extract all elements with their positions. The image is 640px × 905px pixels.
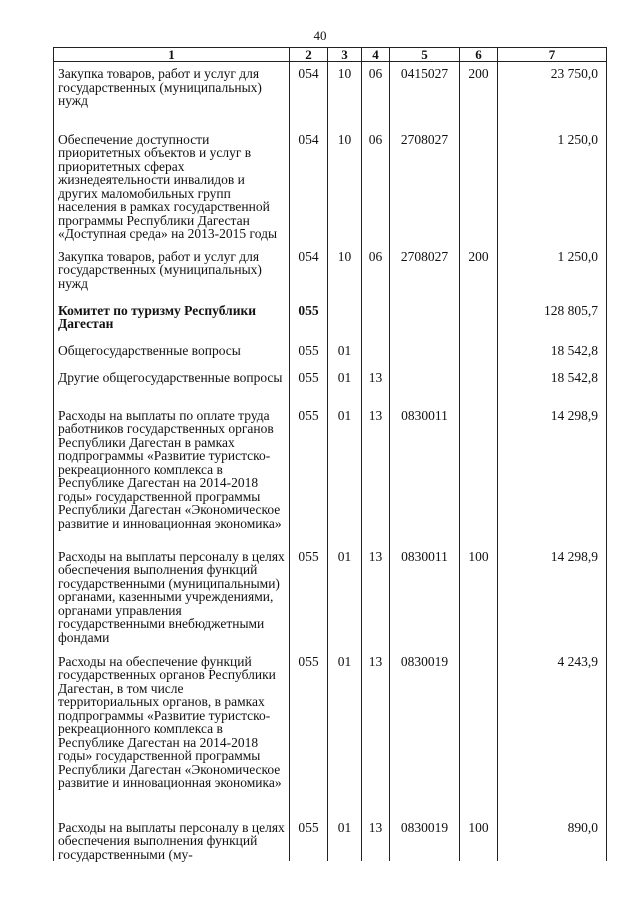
row-c4: 06 <box>362 245 390 299</box>
column-header: 5 <box>390 48 460 62</box>
row-c4: 06 <box>362 62 390 128</box>
table-row <box>54 62 607 128</box>
table-row <box>54 339 607 366</box>
row-c4: 13 <box>362 650 390 816</box>
column-header: 1 <box>54 48 290 62</box>
row-c6 <box>460 128 498 245</box>
row-amount: 1 250,0 <box>498 245 607 299</box>
row-c3: 01 <box>328 816 362 862</box>
row-name: Закупка товаров, работ и услуг для государственных (муниципальных) нужд <box>54 62 290 128</box>
table-row <box>54 816 607 862</box>
row-amount: 1 250,0 <box>498 128 607 245</box>
row-name: Комитет по туризму Республики Дагестан <box>54 299 290 339</box>
row-c4: 13 <box>362 404 390 545</box>
header-row <box>54 48 607 62</box>
row-c3: 10 <box>328 128 362 245</box>
row-c2: 055 <box>290 404 328 545</box>
table-row <box>54 245 607 299</box>
row-c5: 0415027 <box>390 62 460 128</box>
row-c5 <box>390 299 460 339</box>
row-name: Расходы на обеспечение функций государственных органов Республики Дагестан, в том числе территориальных органов, в рамках подпрограммы «Развитие туристско-рекреационного комплекса в Республике Дагестан на 2014-2018 годы» государственной программы Республики Дагестан «Экономическое развитие и инновационная экономика» <box>54 650 290 816</box>
column-header: 6 <box>460 48 498 62</box>
row-c6: 200 <box>460 62 498 128</box>
row-c2: 054 <box>290 245 328 299</box>
row-c3: 01 <box>328 650 362 816</box>
row-c6: 100 <box>460 816 498 862</box>
row-c2: 055 <box>290 299 328 339</box>
row-c3: 10 <box>328 62 362 128</box>
budget-table <box>53 47 607 861</box>
row-c5: 2708027 <box>390 245 460 299</box>
table-row-section <box>54 299 607 339</box>
table-row <box>54 650 607 816</box>
row-c3: 01 <box>328 366 362 404</box>
column-header: 7 <box>498 48 607 62</box>
table-row <box>54 366 607 404</box>
row-c5: 2708027 <box>390 128 460 245</box>
row-name: Расходы на выплаты персоналу в целях обеспечения выполнения функций государственными (му- <box>54 816 290 862</box>
row-c5 <box>390 366 460 404</box>
row-name: Общегосударственные вопросы <box>54 339 290 366</box>
row-c4 <box>362 339 390 366</box>
row-c3: 01 <box>328 404 362 545</box>
table-row <box>54 404 607 545</box>
row-amount: 23 750,0 <box>498 62 607 128</box>
table-row <box>54 128 607 245</box>
row-name: Расходы на выплаты по оплате труда работников государственных органов Республики Дагестан в рамках подпрограммы «Развитие туристско-рекреационного комплекса в Республике Дагестан на 2014-2018 годы» государственной программы Республики Дагестан «Экономическое развитие и инновационная экономика» <box>54 404 290 545</box>
table-row <box>54 545 607 650</box>
column-header: 2 <box>290 48 328 62</box>
row-amount: 128 805,7 <box>498 299 607 339</box>
row-name: Обеспечение доступности приоритетных объектов и услуг в приоритетных сферах жизнедеятельности инвалидов и других маломобильных групп населения в рамках государственной программы Республики Дагестан «Доступная среда» на 2013-2015 годы <box>54 128 290 245</box>
row-c2: 055 <box>290 650 328 816</box>
row-c6 <box>460 404 498 545</box>
row-c2: 054 <box>290 62 328 128</box>
row-c6: 100 <box>460 545 498 650</box>
row-amount: 890,0 <box>498 816 607 862</box>
row-c2: 054 <box>290 128 328 245</box>
row-c4: 06 <box>362 128 390 245</box>
row-name: Закупка товаров, работ и услуг для государственных (муниципальных) нужд <box>54 245 290 299</box>
row-amount: 14 298,9 <box>498 545 607 650</box>
row-c6 <box>460 366 498 404</box>
row-c5: 0830019 <box>390 816 460 862</box>
row-c6 <box>460 650 498 816</box>
row-c4: 13 <box>362 816 390 862</box>
page-number: 40 <box>313 28 327 43</box>
row-c6 <box>460 339 498 366</box>
row-c4 <box>362 299 390 339</box>
row-amount: 14 298,9 <box>498 404 607 545</box>
row-amount: 4 243,9 <box>498 650 607 816</box>
row-c5: 0830011 <box>390 404 460 545</box>
row-c2: 055 <box>290 366 328 404</box>
row-c2: 055 <box>290 339 328 366</box>
row-c3: 01 <box>328 545 362 650</box>
row-c2: 055 <box>290 816 328 862</box>
row-amount: 18 542,8 <box>498 339 607 366</box>
column-header: 4 <box>362 48 390 62</box>
row-c6 <box>460 299 498 339</box>
row-c3: 01 <box>328 339 362 366</box>
row-c4: 13 <box>362 366 390 404</box>
column-header: 3 <box>328 48 362 62</box>
row-c5: 0830011 <box>390 545 460 650</box>
row-c4: 13 <box>362 545 390 650</box>
row-amount: 18 542,8 <box>498 366 607 404</box>
row-c3: 10 <box>328 245 362 299</box>
row-name: Расходы на выплаты персоналу в целях обеспечения выполнения функций государственными (муниципальными) органами, казенными учреждениями, органами управления государственными внебюджетными фондами <box>54 545 290 650</box>
row-c2: 055 <box>290 545 328 650</box>
row-c5: 0830019 <box>390 650 460 816</box>
row-c5 <box>390 339 460 366</box>
row-c6: 200 <box>460 245 498 299</box>
row-name: Другие общегосударственные вопросы <box>54 366 290 404</box>
row-c3 <box>328 299 362 339</box>
